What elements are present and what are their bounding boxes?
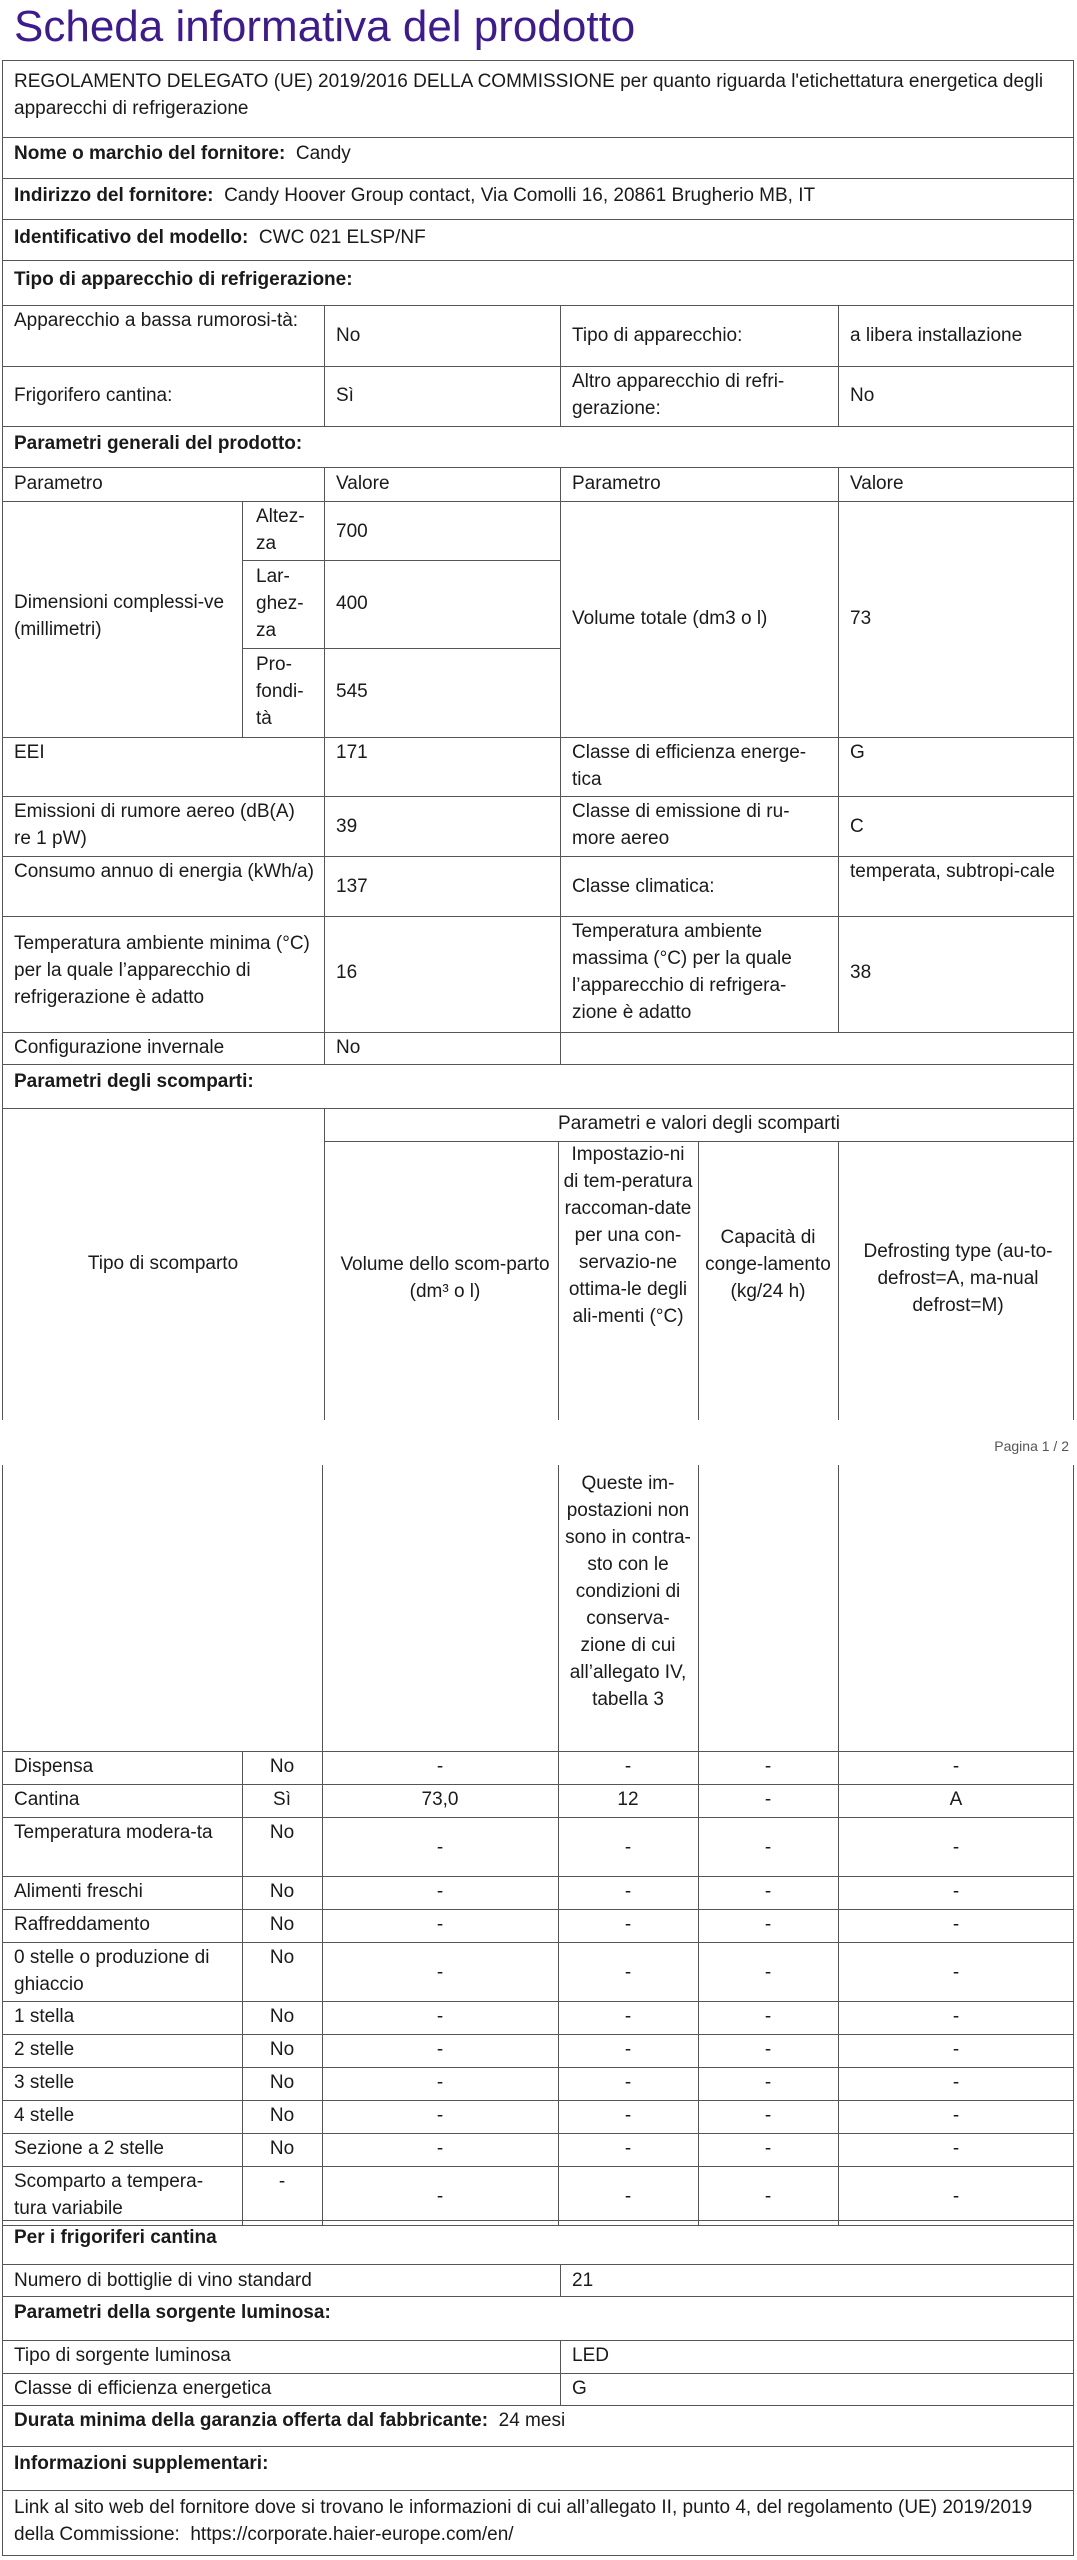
compartment-cell-name: Sezione a 2 stelle (14, 2138, 164, 2159)
low-noise-label: Apparecchio a bassa rumorosi-tà: (14, 310, 299, 331)
wine-heading: Per i frigoriferi cantina (14, 2227, 217, 2248)
compartments-header-page2 (2, 1465, 1074, 1751)
compartment-cell-volume: - (436, 2138, 444, 2159)
compartment-cell-freeze: - (764, 2006, 772, 2027)
winter-label: Configurazione invernale (14, 1037, 225, 1058)
additional-link-text: Link al sito web del fornitore dove si trovano le informazioni di cui all’allegato II, punto 4, del regolamento (UE) 2019/2019 della Commissione: (14, 2497, 1033, 2545)
energy-label: Consumo annuo di energia (kWh/a) (14, 861, 314, 882)
compartment-cell-freeze: - (764, 2138, 772, 2159)
compartment-cell-temp: - (624, 1836, 632, 1858)
compartment-cell-defrost: - (952, 2006, 960, 2027)
compartment-cell-temp: - (624, 2006, 632, 2027)
divider (698, 1141, 699, 1420)
divider (2, 916, 1074, 917)
divider (242, 501, 243, 737)
eei-label: EEI (14, 742, 45, 763)
divider (2, 366, 1074, 367)
col-defrost-header: Defrosting type (au-to-defrost=A, ma-nual defrost=M) (863, 1241, 1053, 1316)
compartment-cell-temp: - (624, 1961, 632, 1983)
compartment-cell-present: - (278, 2171, 286, 2192)
divider (558, 1465, 559, 1751)
eei-value: 171 (336, 742, 368, 763)
other-appliance-label: Altro apparecchio di refri-gerazione: (572, 371, 785, 419)
compartment-cell-name: 0 stelle o produzione di ghiaccio (14, 1947, 210, 1995)
supplier-address-value: Candy Hoover Group contact, Via Comolli 16, 20861 Brugherio MB, IT (224, 185, 816, 206)
width-label: Lar-ghez-za (256, 566, 304, 641)
compartment-cell-name: 1 stella (14, 2006, 75, 2027)
divider (324, 467, 325, 1032)
height-label: Altez-za (256, 506, 305, 554)
compartment-cell-freeze: - (764, 2105, 772, 2126)
compartment-cell-name: Scomparto a tempera-tura variabile (14, 2171, 204, 2219)
supplier-address (14, 182, 815, 209)
compartment-cell-volume: - (436, 1836, 444, 1858)
divider (558, 1141, 559, 1420)
col-type-header: Tipo di scomparto (87, 1253, 239, 1274)
noise-value: 39 (336, 816, 358, 837)
supplier-website-link[interactable]: https://corporate.haier-europe.com/en/ (190, 2524, 514, 2545)
compartment-cell-present: No (269, 2072, 295, 2093)
compartment-cell-defrost: - (952, 2138, 960, 2159)
supplier-name (14, 140, 351, 167)
divider (2, 501, 1074, 502)
compartment-cell-defrost: - (952, 1914, 960, 1935)
divider (324, 1141, 1074, 1142)
other-appliance-value: No (850, 385, 875, 406)
noise-label: Emissioni di rumore aereo (dB(A) re 1 pW) (14, 801, 295, 849)
eff-class-value: G (850, 742, 865, 763)
col-temp-header: Impostazio-ni di tem-peratura raccoman-date per una con-servazio-ne ottima-le degli ali-menti (°C) (563, 1144, 693, 1327)
compartment-cell-present: No (269, 1947, 295, 1968)
compartment-cell-freeze: - (764, 1961, 772, 1983)
compartment-cell-present: No (269, 2138, 295, 2159)
divider (560, 467, 561, 1032)
warranty (14, 2407, 565, 2434)
compartment-cell-present: No (269, 1914, 295, 1935)
divider (838, 305, 839, 427)
model-label: Identificativo del modello: (14, 227, 249, 248)
divider (324, 1108, 325, 1420)
min-temp-value: 16 (336, 962, 358, 983)
compartment-cell-volume: - (436, 2006, 444, 2027)
col-temp-note: Queste im-postazioni non sono in contra-sto con le condizioni di conserva-zione di cui all’allegato IV, tabella 3 (565, 1473, 691, 1710)
supplier-name-value: Candy (295, 143, 351, 164)
compartment-cell-temp: - (624, 1914, 632, 1935)
compartment-cell-defrost: - (952, 2185, 960, 2207)
compartment-cell-temp: - (624, 2105, 632, 2126)
compartments-heading: Parametri degli scomparti: (14, 1071, 254, 1092)
compartment-cell-present: No (269, 2105, 295, 2126)
compartment-cell-freeze: - (764, 1914, 772, 1935)
compartment-cell-volume: - (436, 2072, 444, 2093)
group-header: Parametri e valori degli scomparti (558, 1113, 840, 1134)
appliance-type-heading: Tipo di apparecchio di refrigerazione: (14, 269, 353, 290)
depth-value: 545 (336, 681, 368, 702)
compartment-cell-temp: - (624, 1881, 632, 1902)
bottles-label: Numero di bottiglie di vino standard (14, 2270, 312, 2291)
divider (838, 1465, 839, 1751)
height-value: 700 (336, 521, 368, 542)
divider (838, 1141, 839, 1420)
divider (322, 1465, 323, 1751)
col-value-left: Valore (336, 473, 390, 494)
compartment-cell-volume: - (436, 1756, 444, 1777)
wine-cooler-label: Frigorifero cantina: (14, 385, 173, 406)
warranty-label: Durata minima della garanzia offerta dal fabbricante: (14, 2410, 489, 2431)
compartment-cell-freeze: - (764, 2072, 772, 2093)
depth-label: Pro-fondi-tà (256, 654, 304, 729)
divider (2, 856, 1074, 857)
volume-label: Volume totale (dm3 o l) (572, 608, 768, 629)
width-value: 400 (336, 593, 368, 614)
compartment-cell-temp: - (624, 2039, 632, 2060)
compartment-cell-defrost: - (952, 1836, 960, 1858)
compartment-cell-freeze: - (764, 1836, 772, 1858)
max-temp-label: Temperatura ambiente massima (°C) per la quale l’apparecchio di refrigera-zione è adatto (572, 921, 792, 1023)
divider (560, 305, 561, 427)
compartment-cell-present: Sì (273, 1789, 291, 1810)
compartment-cell-volume: - (436, 2039, 444, 2060)
divider (838, 467, 839, 1032)
divider (324, 1032, 325, 1065)
divider (2, 796, 1074, 797)
col-value-right: Valore (850, 473, 904, 494)
compartment-cell-defrost: - (952, 2039, 960, 2060)
warranty-value: 24 mesi (498, 2410, 566, 2431)
model-value: CWC 021 ELSP/NF (258, 227, 426, 248)
divider (242, 648, 560, 649)
compartment-cell-freeze: - (764, 2185, 772, 2207)
additional-link (14, 2494, 1069, 2548)
compartment-cell-name: Temperatura modera-ta (14, 1822, 213, 1843)
compartment-cell-volume: - (436, 2185, 444, 2207)
appliance-type-value: a libera installazione (850, 325, 1023, 346)
compartment-cell-defrost: A (949, 1789, 963, 1810)
divider (560, 2340, 561, 2406)
max-temp-value: 38 (850, 962, 872, 983)
page-number: Pagina 1 / 2 (994, 1438, 1069, 1454)
volume-value: 73 (850, 608, 872, 629)
compartment-cell-temp: - (624, 1756, 632, 1777)
compartment-cell-present: No (269, 2006, 295, 2027)
divider (2, 1032, 1074, 1033)
compartment-cell-temp: - (624, 2072, 632, 2093)
compartment-cell-volume: - (436, 2105, 444, 2126)
divider (698, 1465, 699, 1751)
compartment-cell-volume: 73,0 (421, 1789, 459, 1810)
compartment-cell-name: 3 stelle (14, 2072, 75, 2093)
regulation-text: REGOLAMENTO DELEGATO (UE) 2019/2016 DELLA COMMISSIONE per quanto riguarda l'etichettatura energetica degli apparecchi di refrigerazione (14, 71, 1044, 119)
compartment-cell-volume: - (436, 1881, 444, 1902)
eff-class-label: Classe di efficienza energe-tica (572, 742, 807, 790)
compartment-cell-freeze: - (764, 2039, 772, 2060)
compartment-cell-present: No (269, 1822, 295, 1843)
compartment-cell-present: No (269, 1881, 295, 1902)
compartment-cell-name: Dispensa (14, 1756, 94, 1777)
compartment-cell-defrost: - (952, 2105, 960, 2126)
climate-label: Classe climatica: (572, 876, 715, 897)
min-temp-label: Temperatura ambiente minima (°C) per la quale l’apparecchio di refrigerazione è adatto (14, 933, 310, 1008)
light-type-label: Tipo di sorgente luminosa (14, 2345, 231, 2366)
compartment-cell-defrost: - (952, 1961, 960, 1983)
divider (2, 2373, 1074, 2374)
compartment-cell-defrost: - (952, 2072, 960, 2093)
compartment-cell-name: Cantina (14, 1789, 80, 1810)
compartment-cell-temp: - (624, 2185, 632, 2207)
divider (242, 560, 560, 561)
compartment-cell-name: 4 stelle (14, 2105, 75, 2126)
noise-class-value: C (850, 816, 864, 837)
winter-value: No (336, 1037, 361, 1058)
col-volume-header: Volume dello scom-parto (dm³ o l) (340, 1254, 550, 1302)
bottles-value: 21 (572, 2270, 594, 2291)
supplier-name-label: Nome o marchio del fornitore: (14, 143, 286, 164)
energy-value: 137 (336, 876, 368, 897)
compartment-cell-volume: - (436, 1961, 444, 1983)
compartment-cell-temp: 12 (617, 1789, 639, 1810)
supplier-address-label: Indirizzo del fornitore: (14, 185, 214, 206)
low-noise-value: No (336, 325, 361, 346)
additional-heading: Informazioni supplementari: (14, 2453, 269, 2474)
light-heading: Parametri della sorgente luminosa: (14, 2302, 331, 2323)
climate-value: temperata, subtropi-cale (850, 861, 1055, 882)
divider (560, 1032, 561, 1065)
compartment-cell-defrost: - (952, 1881, 960, 1902)
compartment-cell-freeze: - (764, 1756, 772, 1777)
compartment-cell-present: No (269, 1756, 295, 1777)
page-title: Scheda informativa del prodotto (14, 2, 636, 51)
light-type-value: LED (572, 2345, 609, 2366)
appliance-type-label: Tipo di apparecchio: (572, 325, 743, 346)
light-class-label: Classe di efficienza energetica (14, 2378, 272, 2399)
compartment-cell-defrost: - (952, 1756, 960, 1777)
wine-cooler-value: Sì (336, 385, 354, 406)
compartment-cell-temp: - (624, 2138, 632, 2159)
dims-label: Dimensioni complessi-ve (millimetri) (14, 592, 225, 640)
compartment-cell-present: No (269, 2039, 295, 2060)
general-heading: Parametri generali del prodotto: (14, 433, 303, 454)
noise-class-label: Classe di emissione di ru-more aereo (572, 801, 790, 849)
compartment-cell-name: Alimenti freschi (14, 1881, 143, 1902)
model-id (14, 224, 426, 251)
divider (324, 305, 325, 427)
compartment-cell-freeze: - (764, 1881, 772, 1902)
divider (2, 737, 1074, 738)
col-param-right: Parametro (572, 473, 661, 494)
compartment-cell-volume: - (436, 1914, 444, 1935)
compartment-cell-freeze: - (764, 1789, 772, 1810)
compartment-cell-name: 2 stelle (14, 2039, 75, 2060)
col-param-left: Parametro (14, 473, 103, 494)
divider (560, 2264, 561, 2297)
col-freeze-header: Capacità di conge-lamento (kg/24 h) (705, 1227, 831, 1302)
light-class-value: G (572, 2378, 587, 2399)
compartment-cell-name: Raffreddamento (14, 1914, 150, 1935)
